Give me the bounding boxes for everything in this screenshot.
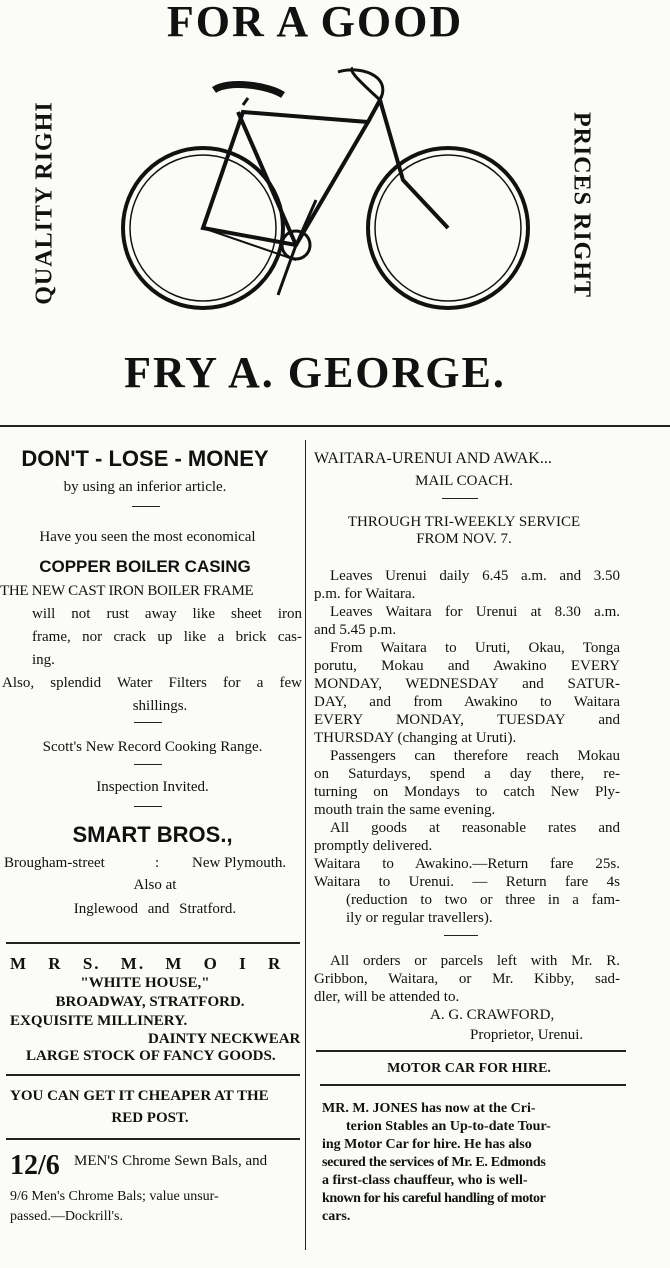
ad-text: MONDAY, WEDNESDAY and SATUR- [314,676,620,692]
ad-text: MEN'S Chrome Sewn Bals, and [74,1153,268,1169]
ad-text: Leaves Waitara for Urenui at 8.30 a.m. [330,604,620,620]
ad-text: FROM NOV. 7. [416,531,512,547]
ad-text: Scott's New Record Cooking Range. [42,739,263,755]
ad-text: a first-class chauffeur, who is well- [322,1173,528,1188]
bicycle-illustration [118,60,538,320]
ad-text: 9/6 Men's Chrome Bals; value unsur- [10,1189,219,1204]
ad-text: on Saturdays, spend a day there, re- [314,766,620,782]
ad-text: A. G. CRAWFORD, [430,1007,555,1023]
ad-text: frame, nor crack up like a brick cas- [32,629,302,645]
mrs-moir-name: M R S. M. M O I R [10,954,283,973]
prices-right-label: PRICES RIGHT [568,111,595,299]
ad-text: mouth train the same evening. [314,802,496,818]
ad-text: p.m. for Waitara. [314,586,416,602]
smart-bros-company: SMART BROS., [72,822,233,847]
ad-text: All orders or parcels left with Mr. R. [330,953,620,969]
ad-text: cars. [322,1209,351,1224]
ad-text: ily or regular travellers). [346,910,493,926]
ad-text: New Plymouth. [192,855,287,871]
ad-text: DAY, and from Awakino to Waitara [314,694,620,710]
ad-text: dler, will be attended to. [314,989,460,1005]
ad-text: BROADWAY, STRATFORD. [55,994,245,1010]
ad-text: by using an inferior article. [63,479,227,495]
ad-text: All goods at reasonable rates and [330,820,620,836]
ad-text: Waitara to Awakino.—Return fare 25s. [314,856,620,872]
ad-text: Also at [133,877,177,893]
ad-text: THROUGH TRI-WEEKLY SERVICE [347,514,581,530]
ad-text: Inspection Invited. [96,779,209,795]
ad-text: Gribbon, Waitara, or Mr. Kibby, sad- [314,971,620,987]
ad-text: "WHITE HOUSE," [80,975,210,991]
banner-headline: FOR A GOOD [166,0,464,46]
ad-text: promptly delivered. [314,838,433,854]
ad-text: secured the services of Mr. E. Edmonds [322,1155,546,1170]
ad-text: Brougham-street [4,855,105,871]
fry-a-george-heading: FRY A. GEORGE. [124,348,506,397]
ad-text: (reduction to two or three in a fam- [346,892,620,908]
ad-text: ing. [32,652,55,668]
ad-text: terion Stables an Up-to-date Tour- [346,1119,551,1134]
ad-text: THE NEW CAST IRON BOILER FRAME [0,583,254,599]
dockrill-price: 12/6 [10,1150,60,1181]
ad-text: and 5.45 p.m. [314,622,397,638]
ad-text: Proprietor, Urenui. [470,1027,584,1043]
ad-text: From Waitara to Uruti, Okau, Tonga [330,640,620,656]
ad-text: RED POST. [111,1110,189,1126]
quality-right-label: QUALITY RIGHI [31,101,58,305]
ad-text: porutu, Mokau and Awakino EVERY [314,658,620,674]
mail-coach-title: WAITARA-URENUI AND AWAK... [314,450,552,467]
ad-text: Leaves Urenui daily 6.45 a.m. and 3.50 [330,568,620,584]
ad-text: THURSDAY (changing at Uruti). [314,730,517,746]
ad-text: Have you seen the most economical [39,529,256,545]
ad-text: DAINTY NECKWEAR [148,1031,301,1047]
ad-text: Passengers can therefore reach Mokau [330,748,620,764]
copper-boiler-title: COPPER BOILER CASING [39,557,251,576]
ad-text: turning on Mondays to catch New Ply- [314,784,620,800]
motor-car-title: MOTOR CAR FOR HIRE. [387,1061,551,1076]
ad-text: EXQUISITE MILLINERY. [10,1013,188,1029]
ad-text: : [155,855,160,871]
ad-text: MR. M. JONES has now at the Cri- [322,1101,536,1116]
ad-text: known for his careful handling of motor [322,1191,546,1206]
dont-lose-money-title: DON'T - LOSE - MONEY [21,446,269,471]
ad-text: LARGE STOCK OF FANCY GOODS. [26,1048,276,1064]
ad-text: will not rust away like sheet iron [32,606,302,622]
ad-text: Inglewood and Stratford. [73,901,237,917]
ad-text: Waitara to Urenui. — Return fare 4s [314,874,620,890]
ad-text: MAIL COACH. [415,473,513,489]
ad-text: shillings. [132,698,188,714]
ad-text: passed.—Dockrill's. [10,1209,123,1224]
ad-text: ing Motor Car for hire. He has also [322,1137,532,1152]
ad-text: YOU CAN GET IT CHEAPER AT THE [10,1088,269,1104]
ad-text: Also, splendid Water Filters for a few [2,675,302,691]
ad-text: EVERY MONDAY, TUESDAY and [314,712,620,728]
